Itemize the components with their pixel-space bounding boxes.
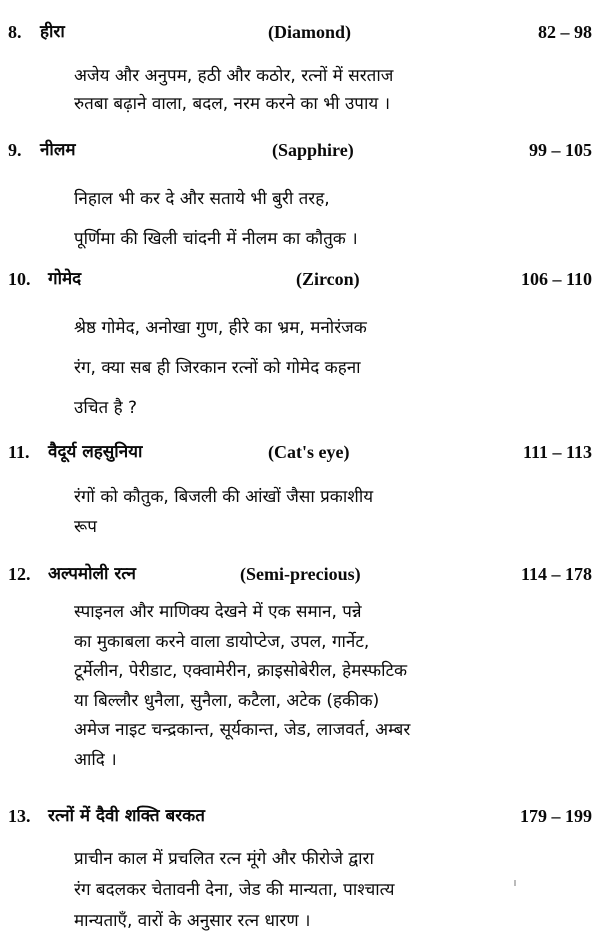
description-line: अमेज नाइट चन्द्रकान्त, सूर्यकान्त, जेड, लाजवर्त, अम्बर bbox=[74, 720, 411, 740]
entry-number: 12. bbox=[8, 564, 31, 584]
scan-speck bbox=[514, 880, 516, 886]
entry-title-english: (Semi-precious) bbox=[240, 564, 361, 584]
entry-title-hindi: नीलम bbox=[40, 140, 76, 160]
entry-number: 8. bbox=[8, 22, 22, 42]
description-line: रंग बदलकर चेतावनी देना, जेड की मान्यता, पाश्चात्य bbox=[74, 880, 395, 900]
description-line: आदि । bbox=[74, 749, 117, 770]
entry-11-description bbox=[74, 482, 526, 542]
description-line: या बिल्लौर धुनैला, सुनैला, कटैला, अटेक (हकीक) bbox=[74, 690, 380, 711]
entry-title-hindi: रत्नों में दैवी शक्ति बरकत bbox=[48, 806, 205, 826]
entry-title-english: (Sapphire) bbox=[272, 140, 354, 160]
entry-title-english: (Diamond) bbox=[268, 22, 352, 42]
entry-number: 11. bbox=[8, 442, 30, 462]
entry-title-hindi: गोमेद bbox=[48, 269, 82, 289]
entry-12-heading bbox=[0, 560, 600, 590]
entry-page-range: 99 – 105 bbox=[529, 140, 592, 160]
description-line: पूर्णिमा की खिली चांदनी में नीलम का कौतुक । bbox=[74, 229, 358, 249]
entry-number: 9. bbox=[8, 140, 22, 160]
entry-9-description bbox=[74, 179, 526, 259]
entry-page-range: 82 – 98 bbox=[538, 22, 592, 42]
entry-8-heading bbox=[0, 18, 600, 48]
description-line: का मुकाबला करने वाला डायोप्टेज, उपल, गार्नेट, bbox=[74, 631, 370, 652]
description-line: श्रेष्ठ गोमेद, अनोखा गुण, हीरे का भ्रम, मनोरंजक bbox=[74, 318, 367, 338]
entry-page-range: 106 – 110 bbox=[520, 269, 592, 289]
description-line: रुतबा बढ़ाने वाला, बदल, नरम करने का भी उपाय । bbox=[74, 94, 391, 114]
entry-page-range: 179 – 199 bbox=[520, 806, 592, 826]
description-line: रंग, क्या सब ही जिरकान रत्नों को गोमेद कहना bbox=[74, 358, 361, 378]
description-line: प्राचीन काल में प्रचलित रत्न मूंगे और फीरोजे द्वारा bbox=[74, 849, 374, 869]
entry-title-hindi: अल्पमोली रत्न bbox=[48, 564, 136, 584]
description-line: उचित है ? bbox=[74, 398, 138, 418]
entry-title-english: (Cat's eye) bbox=[268, 442, 350, 462]
description-line: स्पाइनल और माणिक्य देखने में एक समान, पन्ने bbox=[74, 602, 362, 622]
entry-title-hindi: हीरा bbox=[40, 22, 65, 42]
entry-page-range: 111 – 113 bbox=[522, 442, 592, 462]
entry-9-heading bbox=[0, 136, 600, 166]
entry-13-heading bbox=[0, 802, 600, 832]
entry-number: 10. bbox=[8, 269, 31, 289]
entry-title-hindi: वैदूर्य लहसुनिया bbox=[48, 442, 143, 462]
entry-page-range: 114 – 178 bbox=[520, 564, 592, 584]
description-line: रंगों को कौतुक, बिजली की आंखों जैसा प्रकाशीय bbox=[74, 487, 374, 507]
entry-12-description bbox=[74, 598, 526, 775]
description-line: निहाल भी कर दे और सताये भी बुरी तरह, bbox=[74, 189, 330, 209]
entry-number: 13. bbox=[8, 806, 31, 826]
description-line: रूप bbox=[74, 517, 97, 537]
entry-10-heading bbox=[0, 265, 600, 295]
description-line: टूर्मेलीन, पेरीडाट, एक्वामेरीन, क्राइसोबेरील, हेमस्फटिक bbox=[74, 661, 408, 681]
entry-13-description bbox=[74, 844, 526, 937]
description-line: मान्यताएँ, वारों के अनुसार रत्न धारण । bbox=[74, 911, 311, 931]
entry-8-description bbox=[74, 62, 526, 118]
entry-title-english: (Zircon) bbox=[296, 269, 360, 289]
description-line: अजेय और अनुपम, हठी और कठोर, रत्नों में सरताज bbox=[74, 66, 394, 86]
entry-10-description bbox=[74, 308, 526, 428]
entry-11-heading bbox=[0, 438, 600, 468]
